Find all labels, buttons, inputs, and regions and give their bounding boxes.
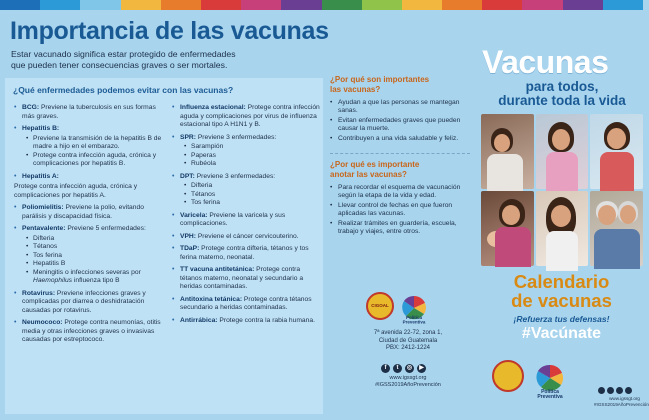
diseases-question: ¿Qué enfermedades podemos evitar con las vacunas?: [13, 85, 234, 95]
svg-text:Política: Política: [541, 389, 559, 395]
vaccine-hepatitis-a: • Hepatitis A: Protege contra infección aguda, crónica y complicaciones por hepatitis A.: [14, 172, 138, 199]
cover-hashtag: #Vacúnate: [521, 325, 602, 342]
list-item: • Evitan enfermedades graves que pueden causar la muerte.: [330, 117, 470, 134]
stripe-segment: [241, 0, 281, 10]
why-question-2: ¿Por qué es importante anotar las vacunas?: [330, 160, 420, 180]
cover-subtitle: para todos, durante toda la vida: [498, 79, 626, 108]
photo-family: [481, 114, 534, 189]
photo-collage: [481, 114, 643, 266]
vaccine-tt: • TT vacuna antitetánica: Protege contra tétanos materno, neonatal y secundario a heridas contaminadas.: [172, 266, 304, 290]
photo-girl: [536, 114, 589, 189]
website-info: www.igssgt.org #IGSS2019AñoPrevención: [358, 375, 458, 389]
cigoal-logo: [492, 360, 524, 392]
facebook-icon[interactable]: f: [381, 364, 390, 373]
stripe-segment: [402, 0, 442, 10]
photo-nurse: [590, 114, 643, 189]
vaccine-polio: • Poliomielitis: Previene la polio, evitando parálisis y discapacidad física.: [14, 204, 144, 220]
vaccine-bcg: • BCG: Previene la tuberculosis en sus formas más graves.: [14, 104, 156, 120]
vaccine-pentavalente: • Pentavalente: Previene 5 enfermedades: • Difteria • Tétanos • Tos ferina • Hepatitis B • Meningitis o infecciones severas por Haemophilus influenza tipo B: [14, 225, 162, 286]
stripe-segment: [322, 0, 362, 10]
vaccine-neumococo: • Neumococo: Protege contra neumonías, otitis media y otras infecciones graves o invasivas causadas por estreptococo.: [14, 319, 161, 343]
diseases-column-2: [172, 104, 320, 329]
svg-text:Preventiva: Preventiva: [402, 319, 426, 325]
stripe-segment: [201, 0, 241, 10]
vaccine-vph: • VPH: Previene el cáncer cervicouterino.: [172, 232, 299, 240]
vaccine-dpt: • DPT: Previene 3 enfermedades: • Difteria • Tétanos • Tos ferina: [172, 173, 320, 208]
instagram-icon[interactable]: [616, 387, 623, 394]
stripe-segment: [80, 0, 120, 10]
stripe-segment: [121, 0, 161, 10]
stripe-segment: [161, 0, 201, 10]
facebook-icon[interactable]: [598, 387, 605, 394]
youtube-icon[interactable]: ▶: [417, 364, 426, 373]
page-title: Importancia de las vacunas: [10, 17, 329, 45]
svg-text:Preventiva: Preventiva: [537, 394, 563, 400]
vaccine-hepatitis-b: • Hepatitis B: • Previene la transmisión de la hepatitis B de madre a hijo en el embarazo. • Protege contra infección aguda, crónica y complicaciones por hepatitis B.: [14, 125, 162, 169]
website-link[interactable]: www.igssgt.org: [389, 375, 427, 381]
why-section: [330, 75, 470, 237]
institution-logos: [366, 292, 436, 328]
vaccine-rotavirus: • Rotavirus: Previene infecciones graves y complicadas por diarrea o deshidratación causadas por rotavirus.: [14, 289, 146, 314]
list-item: • Llevar control de fechas en que fueron aplicadas las vacunas.: [330, 202, 470, 219]
vaccine-spr: • SPR: Previene 3 enfermedades: • Sarampión • Paperas • Rubéola: [172, 134, 320, 169]
stripe-segment: [40, 0, 80, 10]
cover-website: www.igssgt.org #IGSS2019AñoPrevención: [594, 396, 649, 407]
photo-teen: [536, 191, 589, 266]
vaccine-antirrabica: • Antirrábica: Protege contra la rabia humana.: [172, 316, 315, 324]
slogan: ¡Refuerza tus defensas!: [513, 314, 610, 324]
intro-text: Estar vacunado significa estar protegido de enfermedades que pueden tener consecuencias graves o ser mortales.: [11, 49, 236, 70]
photo-elderly: [590, 191, 643, 266]
stripe-segment: [362, 0, 402, 10]
stripe-segment: [0, 0, 40, 10]
why-list-2: [330, 184, 470, 236]
cigoal-logo: CIGOAL: [366, 292, 394, 320]
why-question-1: ¿Por qué son importantes las vacunas?: [330, 75, 430, 94]
cover-title: Vacunas: [482, 44, 609, 80]
divider: [330, 153, 470, 154]
cover-panel: [478, 0, 649, 420]
vaccine-varicela: • Varicela: Previene la varicela y sus complicaciones.: [172, 211, 286, 227]
photo-mother-baby: [481, 191, 534, 266]
list-item: • Contribuyen a una vida saludable y feliz.: [330, 135, 470, 143]
list-item: • Realizar trámites en guardería, escuela, trabajo y viajes, entre otros.: [330, 220, 470, 237]
svg-text:Política: Política: [405, 315, 423, 320]
cover-social-icons: [598, 387, 632, 394]
stripe-segment: [442, 0, 482, 10]
address: 7ª avenida 22-72, zona 1, Ciudad de Guatemala PBX: 2412-1224: [373, 330, 443, 352]
diseases-column-1: [14, 104, 162, 349]
list-item: • Para recordar el esquema de vacunación según la etapa de la vida y edad.: [330, 184, 470, 201]
why-list-1: [330, 99, 470, 143]
twitter-icon[interactable]: t: [393, 364, 402, 373]
vaccine-antitoxina: • Antitoxina tetánica: Protege contra tétanos secundario a heridas contaminadas.: [172, 295, 312, 311]
instagram-icon[interactable]: ◎: [406, 365, 413, 371]
vaccine-influenza: • Influenza estacional: Protege contra infección aguda y complicaciones por virus de influenza estacional tipo A H1N1 y B.: [172, 104, 320, 128]
politica-preventiva-logo: [532, 362, 568, 398]
twitter-icon[interactable]: [607, 387, 614, 394]
politica-preventiva-logo: [398, 294, 430, 324]
social-icons: [381, 364, 426, 373]
vaccine-tdap: • TDaP: Protege contra difteria, tétanos y tos ferina materno, neonatal.: [172, 245, 309, 261]
youtube-icon[interactable]: [625, 387, 632, 394]
stripe-segment: [281, 0, 321, 10]
diseases-panel: [5, 78, 323, 414]
calendar-title: Calendario de vacunas: [511, 271, 612, 311]
list-item: • Ayudan a que las personas se mantegan sanas.: [330, 99, 470, 116]
